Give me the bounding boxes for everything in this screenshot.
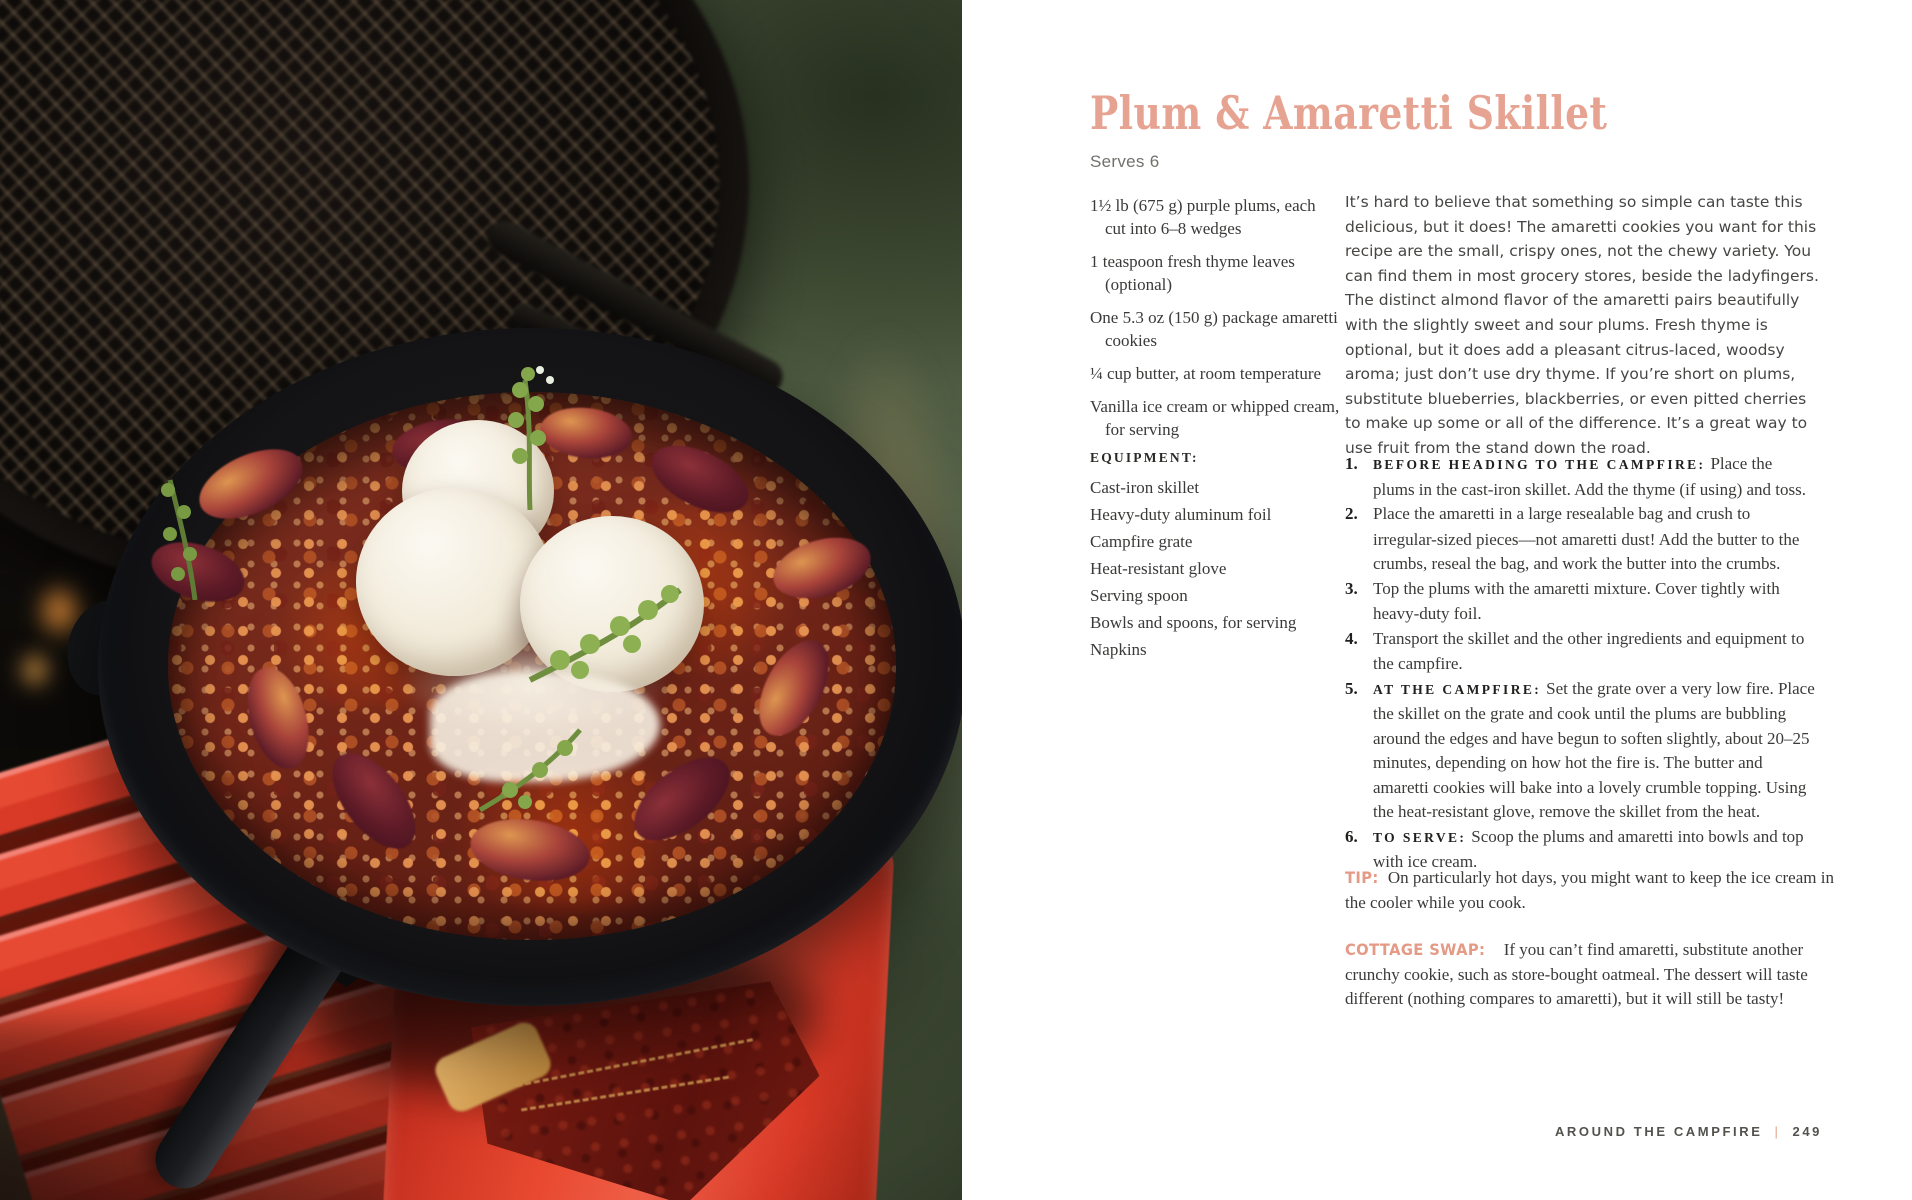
step-text: Top the plums with the amaretti mixture. Cover tightly with heavy-duty foil.: [1373, 578, 1780, 623]
step-number: 1.: [1345, 454, 1358, 473]
serves-label: Serves 6: [1090, 152, 1160, 171]
step-item: [1345, 452, 1817, 502]
step-item: [1345, 502, 1817, 577]
tip-note: [1345, 866, 1837, 915]
step-item: [1345, 627, 1817, 677]
tip-label: TIP:: [1345, 868, 1379, 887]
step-text: Transport the skillet and the other ingredients and equipment to the campfire.: [1373, 628, 1805, 673]
cottage-swap-text: If you can’t find amaretti, substitute another crunchy cookie, such as store-bought oatmeal. The dessert will taste different (nothing compares to amaretti), but it will still be tasty!: [1345, 940, 1808, 1008]
equipment-item: Bowls and spoons, for serving: [1090, 613, 1297, 632]
step-lead: AT THE CAMPFIRE:: [1373, 681, 1542, 697]
footer-section-name: AROUND THE CAMPFIRE: [1554, 1124, 1763, 1139]
step-text: Scoop the plums and amaretti into bowls and top with ice cream.: [1373, 826, 1804, 871]
ingredient-item: One 5.3 oz (150 g) package amaretti cookies: [1090, 308, 1338, 350]
tip-text: On particularly hot days, you might want to keep the ice cream in the cooler while you cook.: [1345, 868, 1834, 912]
step-lead: TO SERVE:: [1373, 829, 1467, 845]
step-text: Place the plums in the cast-iron skillet. Add the thyme (if using) and toss.: [1373, 454, 1806, 499]
step-item: [1345, 677, 1817, 825]
ingredient-item: 1½ lb (675 g) purple plums, each cut into 6–8 wedges: [1090, 196, 1316, 238]
recipe-page: [962, 0, 1912, 1200]
step-number: 6.: [1345, 826, 1358, 846]
step-number: 5.: [1345, 678, 1358, 698]
equipment-item: Serving spoon: [1090, 586, 1188, 605]
intro-paragraph: It’s hard to believe that something so simple can taste this delicious, but it does! The amaretti cookies you want for this recipe are the small, crispy ones, not the chewy variety. You can find them in most grocery stores, beside the ladyfingers. The distinct almond flavor of the amaretti pairs beautifully with the slightly sweet and sour plums. Fresh thyme is optional, but it does add a pleasant citrus-laced, woodsy aroma; just don’t use dry thyme. If you’re short on plums, substitute blueberries, blackberries, or even pitted cherries to make up some or all of the difference. It’s a great way to use fruit from the stand down the road.: [1345, 193, 1819, 457]
equipment-item: Campfire grate: [1090, 532, 1193, 551]
ingredient-item: ¼ cup butter, at room temperature: [1090, 364, 1322, 383]
step-item: [1345, 577, 1817, 627]
ingredient-item: 1 teaspoon fresh thyme leaves (optional): [1090, 252, 1295, 294]
step-number: 2.: [1345, 504, 1358, 523]
step-text: Set the grate over a very low fire. Place the skillet on the grate and cook until the plums are bubbling around the edges and have begun to soften slightly, about 20–25 minutes, depending on how hot the fire is. The butter and amaretti cookies will bake into a lovely crumble topping. Using the heat-resistant glove, remove the skillet from the heat.: [1373, 678, 1815, 821]
step-text: Place the amaretti in a large resealable bag and crush to irregular-sized pieces—not amaretti dust! Add the butter to the crumbs, reseal the bag, and work the butter into the crumbs.: [1373, 504, 1800, 573]
equipment-item: Napkins: [1090, 640, 1147, 659]
cottage-swap-label: COTTAGE SWAP:: [1345, 940, 1486, 959]
equipment-item: Heat-resistant glove: [1090, 559, 1227, 578]
ingredients-list: [1090, 194, 1340, 451]
cottage-swap-note: [1345, 938, 1837, 1012]
step-number: 3.: [1345, 578, 1358, 598]
page-footer: [962, 1124, 1822, 1139]
recipe-title: Plum & Amaretti Skillet: [1090, 86, 1608, 140]
step-number: 4.: [1345, 628, 1358, 648]
equipment-item: Heavy-duty aluminum foil: [1090, 505, 1272, 524]
equipment-list: [1090, 474, 1342, 663]
ingredient-item: Vanilla ice cream or whipped cream, for serving: [1090, 397, 1340, 439]
footer-divider: |: [1774, 1124, 1781, 1139]
footer-page-number: 249: [1792, 1124, 1822, 1139]
step-lead: BEFORE HEADING TO THE CAMPFIRE:: [1373, 457, 1706, 472]
equipment-item: Cast-iron skillet: [1090, 478, 1200, 497]
equipment-heading: EQUIPMENT:: [1090, 450, 1199, 465]
steps-list: [1345, 452, 1817, 875]
